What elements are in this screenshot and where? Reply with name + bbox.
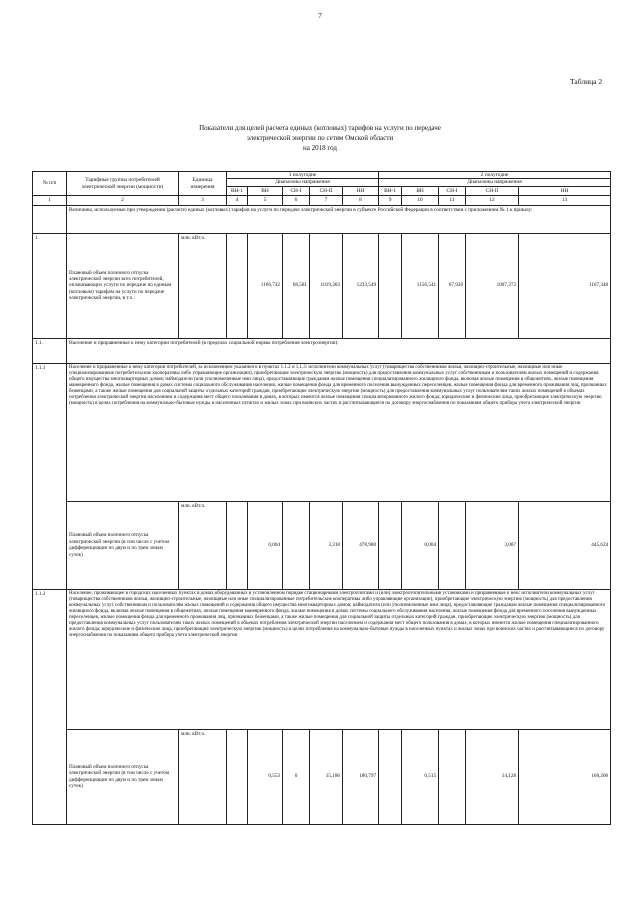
value-cell: 68,581 — [283, 233, 310, 338]
value-cell: 1156,541 — [402, 233, 439, 338]
column-number: 6 — [283, 196, 310, 205]
header-voltage: НН — [343, 186, 379, 195]
value-cell — [379, 729, 402, 824]
column-number: 1 — [33, 196, 67, 205]
value-cell — [439, 501, 466, 589]
table-row-1-1 — [33, 338, 611, 363]
value-cell — [439, 729, 466, 824]
value-cell: 1233,549 — [343, 233, 379, 338]
value-cell: 0,553 — [248, 729, 283, 824]
value-cell — [379, 501, 402, 589]
cell-empty — [33, 205, 67, 233]
value-cell: 1019,303 — [310, 233, 343, 338]
value-cell: 1166,732 — [248, 233, 283, 338]
column-number: 10 — [402, 196, 439, 205]
value-cell: 14,128 — [466, 729, 519, 824]
row-unit: млн. кВт.ч. — [179, 501, 227, 589]
row-num: 1.1.1 — [33, 363, 67, 589]
tariff-indicators-table — [32, 171, 611, 825]
header-voltage: ВН — [248, 186, 283, 195]
column-number: 8 — [343, 196, 379, 205]
header-num: № п/п — [33, 172, 67, 196]
value-cell: 3,087 — [466, 501, 519, 589]
header-voltage: ВН-1 — [227, 186, 248, 195]
table-row-1-1-1-volume — [33, 501, 611, 589]
value-cell: 0 — [283, 729, 310, 824]
header-voltage: СН-I — [283, 186, 310, 195]
column-number: 9 — [379, 196, 402, 205]
value-cell — [283, 501, 310, 589]
header-voltage: ВН — [402, 186, 439, 195]
table-row-intro — [33, 205, 611, 233]
header-voltage-ranges-1: Диапазоны напряжения — [227, 179, 379, 186]
page-number: 7 — [318, 12, 322, 20]
title-line-2: электрической энергии по сетям Омской области — [246, 134, 394, 142]
row-num: 1.1. — [33, 338, 67, 363]
value-cell: 67,926 — [439, 233, 466, 338]
column-number: 2 — [67, 196, 179, 205]
column-number: 11 — [439, 196, 466, 205]
value-cell: 445,624 — [519, 501, 611, 589]
row-num: 1.1.2 — [33, 589, 67, 824]
column-number: 4 — [227, 196, 248, 205]
row-unit: млн. кВт.ч. — [179, 233, 227, 338]
value-cell: 3,318 — [310, 501, 343, 589]
header-voltage: СН-II — [310, 186, 343, 195]
header-half-1: 1 полугодие — [227, 172, 379, 179]
value-cell: 0,004 — [248, 501, 283, 589]
value-cell: 1007,372 — [466, 233, 519, 338]
value-cell — [227, 729, 248, 824]
header-voltage: НН — [519, 186, 611, 195]
header-unit: Единица измерения — [179, 172, 227, 196]
table-row-1-1-2 — [33, 589, 611, 729]
header-row-periods — [33, 172, 611, 179]
row-num: 1. — [33, 233, 67, 338]
value-cell — [227, 233, 248, 338]
row-name: Плановый объем полезного отпуска электрической энергии (в том числе с учетом дифференциации по двум и по трем зонам суток) — [67, 729, 179, 824]
value-cell — [379, 233, 402, 338]
title-line-3: на 2018 год — [303, 144, 337, 152]
table-row-1 — [33, 233, 611, 338]
row-unit: млн. кВт.ч. — [179, 729, 227, 824]
column-number: 12 — [466, 196, 519, 205]
row-name: Плановый объем полезного отпуска электрической энергии всех потребителей, оплачивающих услуги по передаче по единым (котловым) тарифам на услуги по передаче электрической энергии, в т.ч.: — [67, 233, 179, 338]
column-number: 7 — [310, 196, 343, 205]
header-voltage: СН-I — [439, 186, 466, 195]
row-name: Плановый объем полезного отпуска электрической энергии (в том числе с учетом дифференциации по двум и по трем зонам суток) — [67, 501, 179, 589]
value-cell: 478,980 — [343, 501, 379, 589]
row-description: Население и приравненные к нему категории потребителей, за исключением указанного в пунктах 1.1.2 и 1.1.3: исполнители коммунальных услуг (товарищества собственников жилья, жилищно-строительные, жилищные или иные специализированные потребительские кооперативы либо управляющие организации), приобретающие электрическую энергию (мощность) для предоставления коммунальных услуг собственникам и пользователям жилых помещений и содержания общего имущества многоквартирных домов; наймодатели (или уполномоченные ими лица), предоставляющие гражданам жилые помещения специализированного жилищного фонда, включая жилые помещения в общежитиях, жилые помещения маневренного фонда, жилые помещения в домах системы социального обслуживания населения, жилые помещения фонда для временного поселения вынужденных переселенцев, жилые помещения фонда для временного проживания лиц, признанных беженцами, а также жилые помещения для социальной защиты отдельных категорий граждан, приобретающие электрическую энергию (мощность) для предоставления коммунальных услуг пользователям таких жилых помещений в объемах потребления электрической энергии населением и содержания мест общего пользования в домах, в которых имеются жилые помещения специализированного жилого фонда; юридические и физические лица, приобретающие электрическую энергию (мощность) в целях потребления на коммунально-бытовые нужды в населенных пунктах и жилых зонах при воинских частях и рассчитывающиеся по договору энергоснабжения по показаниям общего прибора учета электрической энергии — [67, 363, 611, 501]
value-cell: 0,515 — [402, 729, 439, 824]
column-number: 3 — [179, 196, 227, 205]
intro-text: Величины, используемые при утверждении (расчете) единых (котловых) тарифов на услуги по передаче электрической энергии в субъекте Российской Федерации в соответствии с приложением № 1 к приказу: — [67, 205, 611, 233]
document-title — [130, 123, 510, 153]
header-row-column-numbers — [33, 196, 611, 205]
header-voltage: СН-II — [466, 186, 519, 195]
header-consumer-group: Тарифные группы потребителей электрической энергии (мощности) — [67, 172, 179, 196]
row-text: Население и приравненные к нему категории потребителей (в пределах социальной нормы потребления электроэнергии): — [67, 338, 611, 363]
value-cell: 180,797 — [343, 729, 379, 824]
header-voltage: ВН-1 — [379, 186, 402, 195]
header-half-2: 2 полугодие — [379, 172, 611, 179]
value-cell — [227, 501, 248, 589]
value-cell: 15,186 — [310, 729, 343, 824]
table-row-1-1-2-volume — [33, 729, 611, 824]
value-cell: 0,004 — [402, 501, 439, 589]
row-description: Население, проживающее в городских населенных пунктах в домах,оборудованных в установленном порядке стационарными электроплитами и (или) электроотопительными установками и приравненные к нем: исполнители коммунальных услуг (товарищества собственников жилья, жилищно-строительные, жилищные или иные специализированные потребительские кооперативы либо управляющие организации), приобретающие электрическую энергию (мощность) для предоставления коммунальных услуг собственникам и пользователям жилых помещений и содержания общего имущества многоквартирных домов; наймодатели (или уполномоченные ими лица), предоставляющие гражданам жилые помещения специализированного жилищного фонда, включая жилые помещения в общежитиях, жилые помещения маневренного фонда, жилые помещения в домах системы социального обслуживания населения, жилые помещения фонда для временного поселения вынужденных переселенцев, жилые помещения фонда для временного проживания лиц, признанных беженцами, а также жилые помещения для социальной защиты отдельных категорий граждан, приобретающие электрическую энергию (мощность) для предоставления коммунальных услуг пользователям таких жилых помещений в объемах потребления электрической энергии населением и содержания мест общего пользования в домах, в которых имеются жилые помещения специализированного жилого фонда; юридические и физические лица, приобретающие электрическую энергию (мощность) в целях потребления на коммунально-бытовые нужды в населенных пунктах и жилых зонах при воинских частях и рассчитывающиеся по договору энергоснабжения по показаниям общего прибора учета электрической энергии — [67, 589, 611, 729]
column-number: 13 — [519, 196, 611, 205]
column-number: 5 — [248, 196, 283, 205]
title-line-1: Показатели для целей расчета единых (котловых) тарифов на услуги по передаче — [199, 124, 441, 132]
table-caption: Таблица 2 — [570, 77, 603, 86]
header-voltage-ranges-2: Диапазоны напряжения — [379, 179, 611, 186]
value-cell: 1167,348 — [519, 233, 611, 338]
table-row-1-1-1 — [33, 363, 611, 501]
value-cell: 168,206 — [519, 729, 611, 824]
